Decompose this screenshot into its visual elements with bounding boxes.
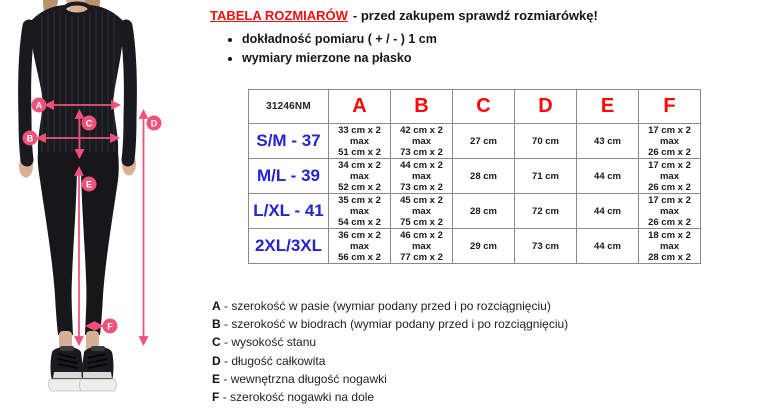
svg-text:F: F (107, 321, 113, 332)
sweater (25, 5, 131, 160)
column-header-f: F (639, 90, 701, 124)
marker-f (103, 319, 118, 334)
product-code: 31246NM (249, 90, 329, 124)
measurement-legend (212, 297, 568, 406)
legend-item-c (212, 333, 568, 351)
marker-e (82, 177, 97, 192)
cell-f: 17 cm x 2 max 26 cm x 2 (639, 124, 701, 159)
legend-text: - wysokość stanu (224, 335, 317, 350)
legend-item-f (212, 388, 568, 406)
model-photo (0, 0, 205, 415)
marker-d (147, 116, 162, 131)
marker-b (23, 131, 38, 146)
cell-d: 73 cm (515, 229, 577, 264)
legend-item-d (212, 352, 568, 370)
legend-letter: E (212, 371, 221, 386)
column-header-d: D (515, 90, 577, 124)
note-flat-measure: • wymiary mierzone na płasko (242, 49, 437, 68)
legend-item-b (212, 315, 568, 333)
column-header-b: B (391, 90, 453, 124)
column-header-c: C (453, 90, 515, 124)
column-header-a: A (329, 90, 391, 124)
svg-text:D: D (150, 118, 158, 129)
cell-b: 42 cm x 2 max 73 cm x 2 (391, 124, 453, 159)
svg-text:A: A (35, 100, 43, 111)
legend-text: - szerokość nogawki na dole (222, 390, 375, 405)
cell-f: 18 cm x 2 max 28 cm x 2 (639, 229, 701, 264)
table-row (249, 159, 701, 194)
svg-text:C: C (85, 118, 93, 129)
page-title: TABELA ROZMIARÓW (210, 8, 348, 23)
cell-d: 72 cm (515, 194, 577, 229)
notes-list (242, 30, 437, 68)
cell-e: 43 cm (577, 124, 639, 159)
cell-e: 44 cm (577, 159, 639, 194)
cell-a: 34 cm x 2 max 52 cm x 2 (329, 159, 391, 194)
legend-letter: F (212, 390, 220, 405)
table-row (249, 194, 701, 229)
column-header-e: E (577, 90, 639, 124)
headline (210, 8, 598, 23)
marker-a (32, 98, 47, 113)
cell-b: 45 cm x 2 max 75 cm x 2 (391, 194, 453, 229)
legend-text: - szerokość w pasie (wymiar podany przed i po rozciągnięciu) (224, 299, 551, 313)
size-label: L/XL - 41 (249, 194, 329, 229)
headline-suffix: - przed zakupem sprawdź rozmiarówkę! (352, 8, 598, 23)
cell-e: 44 cm (577, 229, 639, 264)
cell-a: 33 cm x 2 max 51 cm x 2 (329, 124, 391, 159)
size-label: S/M - 37 (249, 124, 329, 159)
cell-d: 70 cm (515, 124, 577, 159)
size-table (248, 89, 701, 264)
legend-item-a (212, 297, 568, 315)
cell-c: 28 cm (453, 194, 515, 229)
marker-c (82, 116, 97, 131)
sneakers (49, 346, 117, 391)
model-body (19, 0, 136, 391)
svg-text:E: E (85, 179, 93, 190)
table-row (249, 124, 701, 159)
legend-item-e (212, 370, 568, 388)
cell-c: 28 cm (453, 159, 515, 194)
cell-a: 36 cm x 2 max 56 cm x 2 (329, 229, 391, 264)
legend-letter: B (212, 317, 221, 332)
cell-b: 44 cm x 2 max 73 cm x 2 (391, 159, 453, 194)
cell-f: 17 cm x 2 max 26 cm x 2 (639, 194, 701, 229)
cell-d: 71 cm (515, 159, 577, 194)
legend-letter: A (212, 299, 221, 313)
svg-text:B: B (26, 133, 34, 144)
cell-e: 44 cm (577, 194, 639, 229)
note-accuracy: • dokładność pomiaru ( + / - ) 1 cm (242, 30, 437, 49)
table-row (249, 229, 701, 264)
table-header-row (249, 90, 701, 124)
cell-f: 17 cm x 2 max 26 cm x 2 (639, 159, 701, 194)
legend-letter: C (212, 335, 221, 350)
cell-a: 35 cm x 2 max 54 cm x 2 (329, 194, 391, 229)
legend-text: - szerokość w biodrach (wymiar podany przed i po rozciągnięciu) (224, 317, 569, 332)
legend-letter: D (212, 353, 221, 368)
cell-b: 46 cm x 2 max 77 cm x 2 (391, 229, 453, 264)
measurement-figure (0, 0, 205, 415)
cell-c: 27 cm (453, 124, 515, 159)
legend-text: - długość całkowita (224, 353, 326, 368)
legend-text: - wewnętrzna długość nogawki (223, 371, 387, 386)
cell-c: 29 cm (453, 229, 515, 264)
size-label: M/L - 39 (249, 159, 329, 194)
size-label: 2XL/3XL (249, 229, 329, 264)
